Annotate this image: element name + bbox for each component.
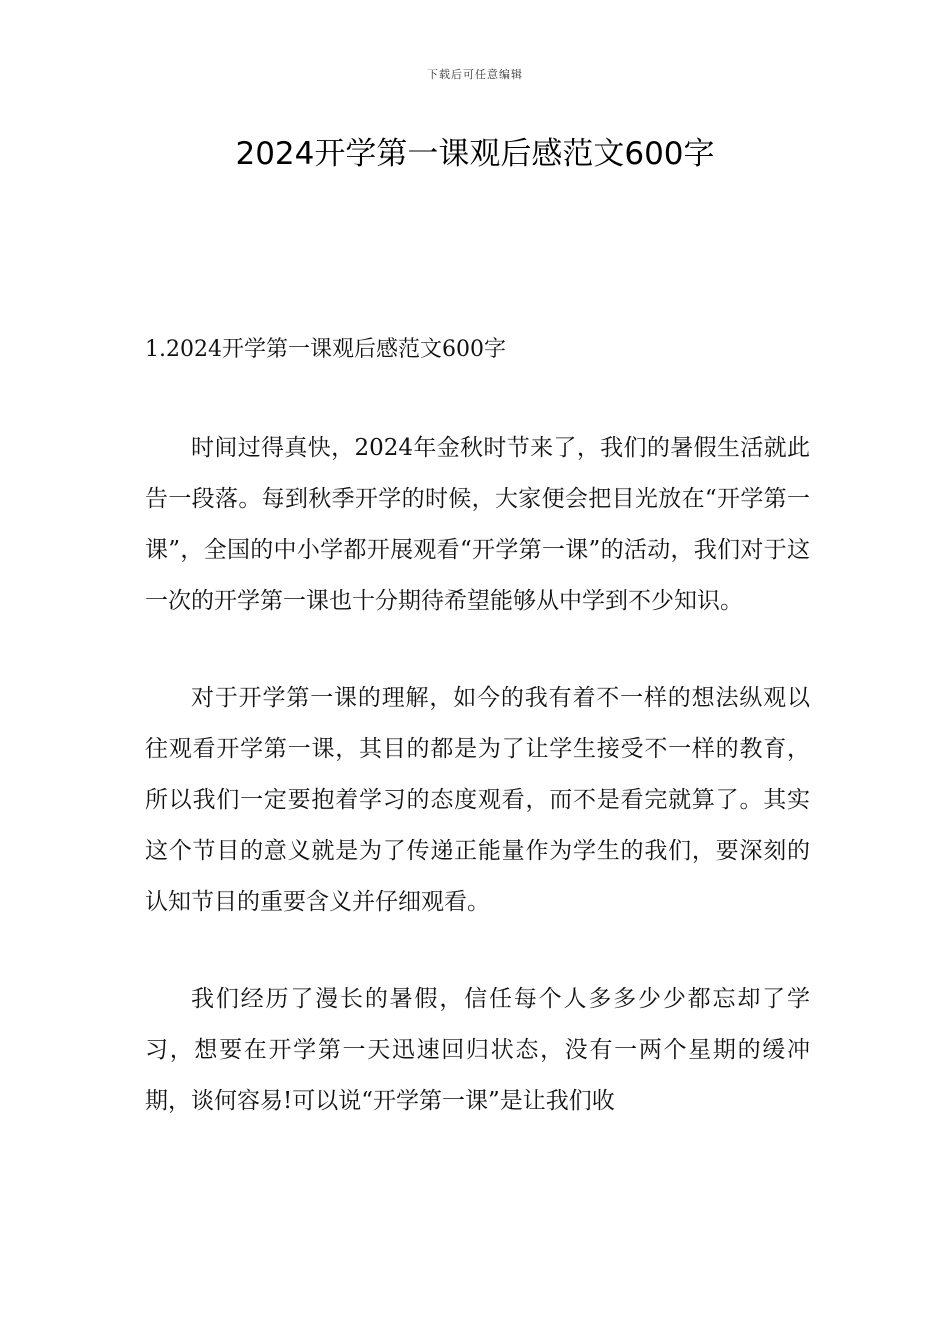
header-note: 下载后可任意编辑 — [427, 68, 523, 81]
section-heading: 1.2024开学第一课观后感范文600字 — [145, 337, 506, 362]
paragraph-1: 时间过得真快，2024年金秋时节来了，我们的暑假生活就此告一段落。每到秋季开学的时候，大家便会把目光放在“开学第一课”，全国的中小学都开展观看“开学第一课”的活动，我们对于这一次的开学第一课也十分期待希望能够从中学到不少知识。 — [145, 435, 810, 614]
document-body — [145, 330, 810, 1173]
document-title: 2024开学第一课观后感范文600字 — [235, 136, 715, 172]
paragraph-2: 对于开学第一课的理解，如今的我有着不一样的想法纵观以往观看开学第一课，其目的都是为了让学生接受不一样的教育，所以我们一定要抱着学习的态度观看，而不是看完就算了。其实这个节目的意义就是为了传递正能量作为学生的我们，要深刻的认知节目的重要含义并仔细观看。 — [145, 685, 810, 915]
paragraph-3: 我们经历了漫长的暑假，信任每个人多多少少都忘却了学习，想要在开学第一天迅速回归状态，没有一两个星期的缓冲期，谈何容易!可以说“开学第一课”是让我们收 — [145, 986, 810, 1114]
